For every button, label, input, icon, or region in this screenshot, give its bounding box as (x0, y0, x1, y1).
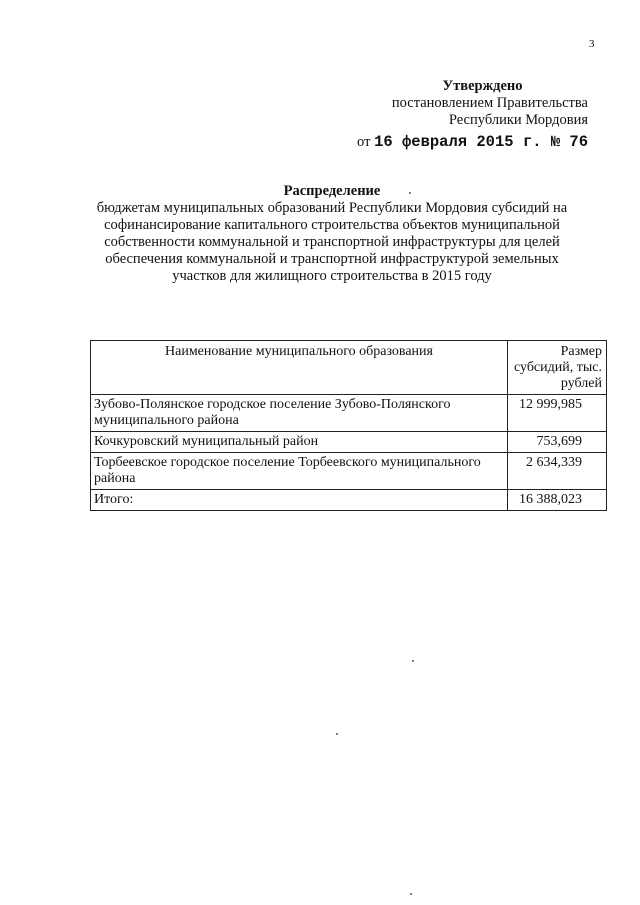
row-name: Кочкуровский муниципальный район (91, 432, 508, 453)
table-header-row (91, 341, 607, 395)
table-row (91, 453, 607, 490)
document-title: Распределение (283, 183, 381, 199)
table-total-row (91, 490, 607, 511)
row-name: Зубово-Полянское городское поселение Зубово-Полянского муниципального района (91, 395, 508, 432)
approval-line-2: Республики Мордовия (448, 112, 588, 128)
scan-speck (412, 660, 414, 662)
document-description: бюджетам муниципальных образований Республики Мордовия субсидий на софинансирование капитального строительства объектов муниципальной собственности коммунальной и транспортной инфраструктуры для целей обеспечения коммунальной и транспортной инфраструктурой земельных участков для жилищного строительства в 2015 году (96, 200, 568, 284)
row-amount: 753,699 (508, 432, 607, 453)
total-label: Итого: (91, 490, 508, 511)
approval-stamp-block (357, 78, 588, 151)
scan-speck (336, 733, 338, 735)
approval-date-number (357, 134, 588, 151)
row-amount: 12 999,985 (508, 395, 607, 432)
total-amount: 16 388,023 (508, 490, 607, 511)
header-name: Наименование муниципального образования (91, 341, 508, 395)
table-row (91, 432, 607, 453)
approval-line-1: постановлением Правительства (391, 95, 588, 111)
scan-speck (410, 893, 412, 895)
table-row (91, 395, 607, 432)
row-amount: 2 634,339 (508, 453, 607, 490)
document-heading (82, 183, 582, 285)
page-number: 3 (589, 38, 595, 50)
scan-speck (409, 192, 411, 194)
approval-prefix: от (357, 134, 371, 150)
approval-title: Утверждено (442, 78, 523, 94)
header-amount: Размер субсидий, тыс. рублей (508, 341, 607, 395)
row-name: Торбеевское городское поселение Торбеевского муниципального района (91, 453, 508, 490)
approval-stamp-date: 16 февраля 2015 г. № 76 (374, 133, 588, 151)
subsidy-table (90, 340, 607, 511)
